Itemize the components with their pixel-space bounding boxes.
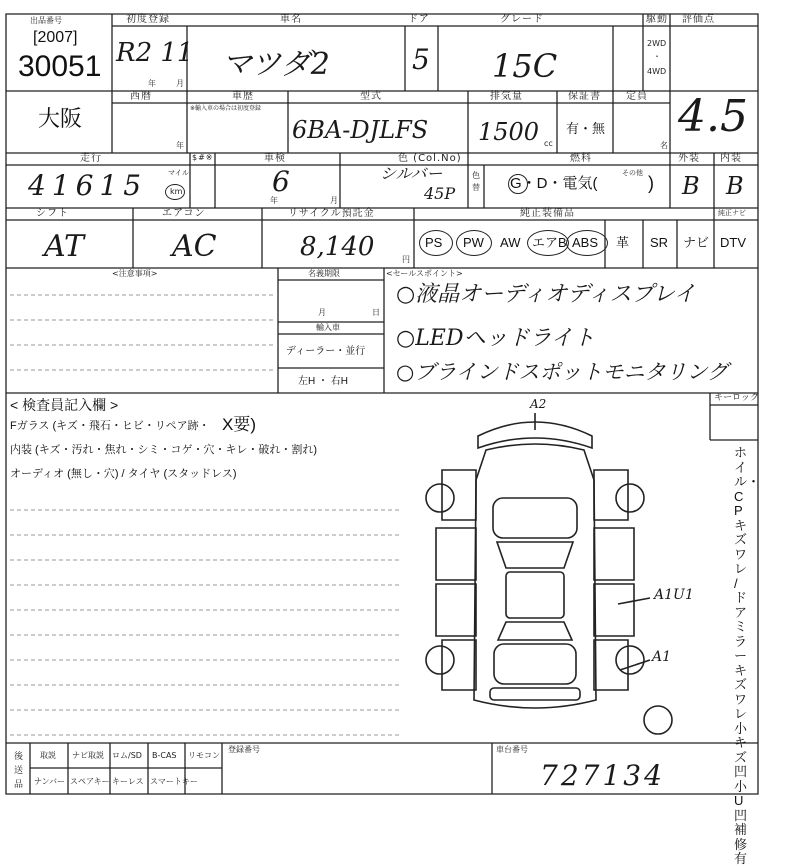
model-value: 6BA-DJLFS: [292, 116, 429, 144]
equip-ps: PS: [425, 235, 443, 250]
capacity-label: 定員: [626, 91, 648, 102]
car-name-value: マツダ2: [222, 47, 330, 82]
equip-navi: ナビ: [683, 235, 710, 250]
displacement-value: 1500: [478, 118, 540, 146]
drive-dot: ・: [653, 52, 661, 61]
mileage-label: 走行: [80, 153, 102, 164]
grade-value: 15C: [492, 47, 558, 85]
history-note: ※輸入車の場合は初度登録: [190, 105, 262, 112]
footer-item-number: ナンバー: [34, 777, 66, 786]
equip-leather: 革: [616, 235, 630, 250]
first-reg-label: 初度登録: [126, 14, 170, 25]
inspection-value: 6: [272, 165, 290, 198]
lot-top-label: 出品番号: [30, 16, 62, 25]
equip-sunroof: SR: [650, 235, 669, 250]
era-label: 西暦: [130, 91, 152, 102]
car-name-label: 車名: [280, 14, 302, 25]
inspection-label: 車検: [264, 153, 286, 164]
cc-unit: cc: [544, 139, 553, 148]
expiry-day-unit: 日: [372, 308, 380, 317]
color-label: 色 (Col.No): [398, 153, 462, 164]
mile-unit: マイル: [168, 169, 189, 177]
history-label: 車歴: [232, 91, 254, 102]
recycle-label: リサイクル預託金: [288, 208, 375, 219]
caution-label: <注意事項>: [112, 269, 158, 278]
recycle-value: 8,140: [300, 232, 375, 262]
lot-year: [2007]: [33, 29, 78, 46]
exterior-label: 外装: [678, 153, 700, 164]
import-label: 輸入車: [316, 323, 340, 332]
mileage-value: 41615: [28, 169, 148, 202]
sales-point-1: ○液晶オーディオディスプレイ: [396, 282, 696, 307]
grade-label: グレード: [500, 14, 544, 25]
drive-4wd: 4WD: [647, 67, 667, 76]
warranty-value: 有・無: [566, 121, 606, 136]
interior-label: 内装: [720, 153, 742, 164]
inspector-line-3: オーディオ (無し・穴) / タイヤ (スタッドレス): [10, 468, 237, 480]
exterior-value: B: [682, 172, 700, 200]
chassis-value: 727134: [540, 759, 665, 792]
chassis-label: 車台番号: [496, 745, 528, 754]
footer-item-navi-manual: ナビ取説: [72, 751, 104, 760]
inspector-line-1: Fガラス (キズ・飛石・ヒビ・リペア跡・: [10, 420, 210, 432]
fuel-label: 燃料: [570, 153, 592, 164]
expiry-label: 名義期限: [308, 269, 340, 278]
equip-airbag: エアB: [532, 235, 567, 250]
warranty-label: 保証書: [568, 91, 601, 102]
color-value: シルバー: [380, 164, 443, 183]
footer-item-bcas: B-CAS: [152, 751, 177, 760]
interior-value: B: [726, 172, 744, 200]
drive-label: 駆動: [646, 14, 668, 25]
fuel-value: G・D・電気(: [510, 175, 598, 192]
footer-side-label: 後送品: [14, 752, 24, 790]
footer-item-smart-key: スマートキー: [150, 777, 198, 786]
color-swap-label: 色替: [472, 171, 480, 192]
door-label: ドア: [408, 14, 430, 25]
ac-value: AC: [172, 229, 217, 264]
damage-note-rear: A1: [652, 649, 672, 665]
doors-value: 5: [412, 43, 430, 76]
inspection-year-unit: 年: [270, 196, 278, 205]
footer-item-rom: ロム/SD: [112, 751, 142, 760]
footer-item-manual: 取説: [40, 751, 56, 760]
model-label: 型式: [360, 91, 382, 102]
fuel-close: ): [648, 173, 654, 193]
row2-year-unit: 年: [176, 141, 184, 150]
inspection-month-unit: 月: [330, 196, 338, 205]
side-damage-legend: ホイル・CP キズ ワレ / ドアミラー キズ ワレ 小キズ 凹 小U 凹 補修有: [734, 445, 761, 866]
fuel-other-label: その他: [622, 169, 643, 177]
ac-label: エアコン: [162, 208, 206, 219]
lot-number: 30051: [18, 50, 102, 83]
equip-pw: PW: [463, 235, 484, 250]
handle-option: 左H ・ 右H: [298, 376, 348, 387]
sales-point-3: ○ブラインドスポットモニタリング: [396, 360, 729, 384]
color-no-value: 45P: [424, 184, 456, 203]
keylock-label: キーロック: [714, 393, 759, 403]
footer-item-remote: リモコン: [188, 751, 220, 760]
meter-label: $#※: [192, 153, 214, 162]
displacement-label: 排気量: [490, 91, 523, 102]
footer-item-keyless: キーレス: [112, 777, 144, 786]
shift-label: シフト: [36, 208, 69, 219]
shift-value: AT: [44, 229, 85, 264]
sales-label: <セールスポイント>: [386, 269, 463, 278]
expiry-month-unit: 月: [318, 308, 326, 317]
km-unit: km: [170, 187, 183, 196]
onkey-label: 純正ナビ: [718, 209, 746, 217]
score-value: 4.5: [678, 91, 748, 142]
footer-item-spare-key: スペアキー: [70, 777, 110, 786]
sales-point-2: ○LEDヘッドライト: [396, 326, 595, 351]
registration-label: 登録番号: [228, 745, 260, 754]
capacity-unit: 名: [660, 141, 668, 150]
score-label: 評価点: [682, 14, 715, 25]
location-value: 大阪: [38, 106, 83, 131]
inspector-line-1-mark: X要): [222, 415, 256, 434]
first-reg-month-unit: 月: [176, 79, 184, 88]
yen-unit: 円: [402, 255, 410, 264]
equip-dtv: DTV: [720, 235, 746, 250]
inspector-title: < 検査員記入欄 >: [10, 397, 119, 413]
damage-note-front: A2: [530, 397, 547, 411]
damage-note-right: A1U1: [654, 587, 694, 603]
equip-aw: AW: [500, 235, 521, 250]
inspector-line-2: 内装 (キズ・汚れ・焦れ・シミ・コゲ・穴・キレ・破れ・割れ): [10, 444, 318, 456]
dealer-option: ディーラー・並行: [286, 346, 366, 357]
first-reg-year-unit: 年: [148, 79, 156, 88]
first-reg-value: R2 11: [116, 38, 194, 68]
equipment-label: 純正装備品: [520, 208, 575, 219]
equip-abs: ABS: [572, 235, 599, 250]
drive-2wd: 2WD: [647, 39, 667, 48]
